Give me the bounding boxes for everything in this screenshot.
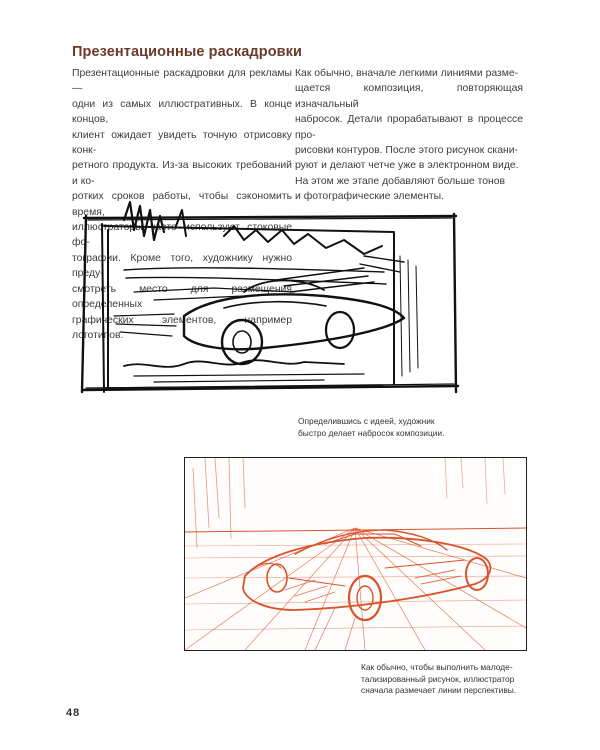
text-line: На этом же этапе добавляют больше тонов — [295, 175, 506, 187]
text-line: Презентационные раскадровки для рекламы — — [72, 68, 292, 95]
text-line: щается композиция, повторяющая изначальный — [295, 83, 523, 110]
text-line: клиент ожидает увидеть точную отрисовку конк- — [72, 129, 292, 157]
text-line: рисовки контуров. После этого рисунок скани- — [295, 145, 518, 157]
rough-sketch-image — [64, 196, 460, 408]
caption-line: быстро делает набросок композиции. — [298, 427, 445, 438]
text-line: руют и делают четче уже в электронном виде. — [295, 160, 519, 172]
text-line: смотреть место для размещения определенных — [72, 283, 292, 311]
page-number: 48 — [66, 707, 81, 719]
caption-rough-sketch — [298, 416, 478, 439]
caption-line: тализированный рисунок, иллюстратор — [361, 673, 515, 684]
text-line: и фотографические элементы. — [295, 191, 445, 203]
text-line: ротких сроков работы, чтобы сэкономить время, — [72, 191, 292, 218]
text-column-right — [295, 66, 523, 205]
caption-line: сначала размечает линии перспективы. — [361, 685, 517, 695]
caption-line: Определившись с идеей, художник — [298, 416, 435, 426]
text-line: тографии. Кроме того, художнику нужно преду- — [72, 252, 292, 280]
text-line: набросок. Детали прорабатывают в процессе про- — [295, 114, 523, 141]
text-line: одни из самых иллюстративных. В конце концов, — [72, 98, 292, 126]
caption-perspective — [361, 662, 536, 697]
text-line: графических элементов, например логотипов. — [72, 314, 292, 341]
text-line: иллюстраторы часто используют стоковые фо- — [72, 222, 292, 249]
section-heading: Презентационные раскадровки — [72, 44, 303, 60]
text-line: Как обычно, вначале легкими линиями разме- — [295, 68, 519, 79]
text-line: ретного продукта. Из-за высоких требований и ко- — [72, 160, 292, 187]
perspective-drawing-image — [184, 457, 527, 651]
caption-line: Как обычно, чтобы выполнить малоде- — [361, 662, 513, 672]
